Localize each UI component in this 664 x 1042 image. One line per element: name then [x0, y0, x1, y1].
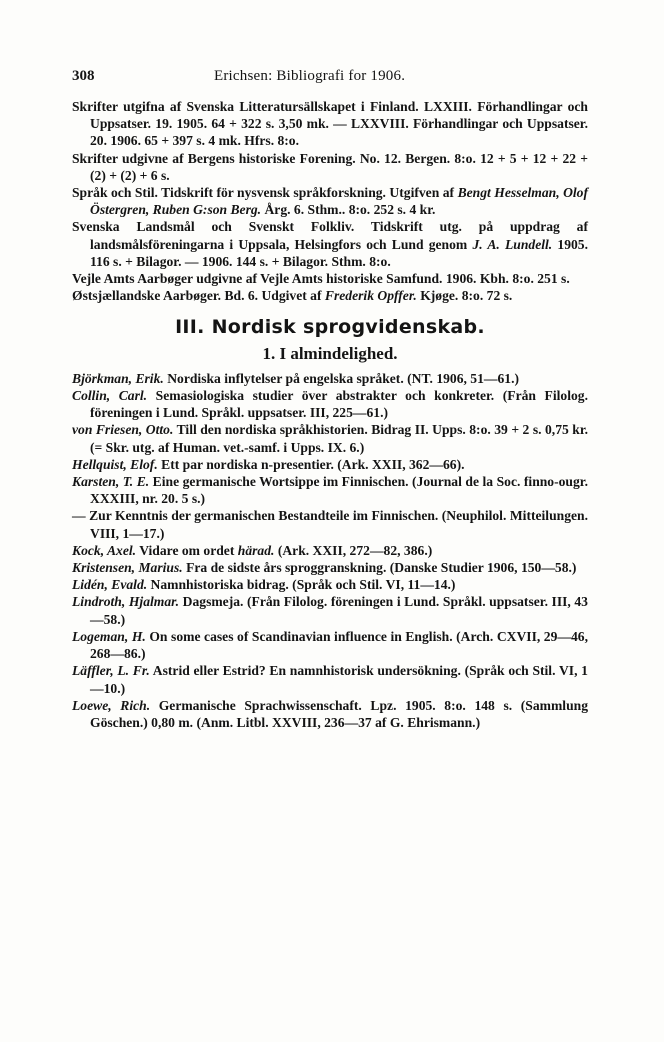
entry-text: Namnhistoriska bidrag. (Språk och Stil. VI, 11—14.) — [150, 577, 456, 593]
entry-italic: härad. — [237, 542, 275, 558]
entry-author: Läffler, L. Fr. — [72, 663, 150, 679]
entry-text: Germanische Sprachwissenschaft. Lpz. 1905. 8:o. 148 s. (Sammlung Göschen.) 0,80 m. (Anm. Litbl. XXVIII, 236—37 af G. Ehrismann.) — [90, 697, 588, 730]
entry-text: Dagsmeja. (Från Filolog. föreningen i Lund. Språkl. uppsatser. III, 43—58.) — [90, 594, 588, 627]
entry-author: Collin, Carl. — [72, 388, 148, 404]
running-head — [72, 68, 592, 88]
entry-text: Skrifter utgifna af Svenska Litteratursällskapet i Finland. LXXIII. Förhandlingar och Uppsatser. 19. 1905. 64 + 322 s. 3,50 mk. — LXXVIII. Förhandlingar och Uppsatser. 20. 1906. 65 + 397 s. 4 mk. Hfrs. 8:o. — [72, 99, 588, 149]
bibliography-entry — [72, 287, 588, 304]
bibliography-entry — [72, 507, 588, 541]
bibliography-entry — [72, 184, 588, 218]
entry-author: Karsten, T. E. — [72, 474, 150, 490]
bibliography-entry — [72, 387, 588, 421]
entry-tail: (Ark. XXII, 272—82, 386.) — [277, 542, 433, 558]
bibliography-entry — [72, 218, 588, 270]
entry-tail: 1905. 116 s. + Bilagor. — 1906. 144 s. + Bilagor. Sthm. 8:o. — [90, 236, 588, 269]
bibliography-entry — [72, 593, 588, 627]
entry-text: Vejle Amts Aarbøger udgivne af Vejle Amts historiske Samfund. 1906. Kbh. 8:o. 251 s. — [72, 271, 570, 287]
entry-author: von Friesen, Otto. — [72, 422, 174, 438]
entry-text: Vidare om ordet — [139, 542, 235, 558]
bibliography-entry — [72, 576, 588, 593]
bibliography-entry — [72, 628, 588, 662]
entry-author: Logeman, H. — [72, 628, 146, 644]
bibliography-entry — [72, 473, 588, 507]
entry-text: Eine germanische Wortsippe im Finnischen. (Journal de la Soc. finno-ougr. XXXIII, nr. 20. 5 s.) — [90, 474, 588, 507]
entry-text: Ett par nordiska n-presentier. (Ark. XXII, 362—66). — [161, 456, 465, 472]
bibliography-entry — [72, 542, 588, 559]
entry-text: Skrifter udgivne af Bergens historiske Forening. No. 12. Bergen. 8:o. 12 + 5 + 12 + 22 + (2) + (2) + 6 s. — [72, 150, 588, 183]
entry-author: Kock, Axel. — [72, 542, 137, 558]
bibliography-entry — [72, 270, 588, 287]
entry-text: Østsjællandske Aarbøger. Bd. 6. Udgivet af — [72, 288, 322, 304]
bibliography-entry — [72, 456, 588, 473]
entry-author: Kristensen, Marius. — [72, 560, 183, 576]
entry-tail: Årg. 6. Sthm.. 8:o. 252 s. 4 kr. — [264, 202, 436, 218]
bibliography-entry — [72, 421, 588, 455]
text-body — [72, 98, 588, 731]
entry-text: — Zur Kenntnis der germanischen Bestandteile im Finnischen. (Neuphilol. Mitteilungen. VIII, 1—17.) — [72, 508, 588, 541]
entry-italic: Frederik Opffer. — [324, 288, 417, 304]
entry-author: Hellquist, Elof. — [72, 456, 158, 472]
entry-author: Lidén, Evald. — [72, 577, 148, 593]
entry-text: Svenska Landsmål och Svenskt Folkliv. Tidskrift utg. på uppdrag af landsmålsföreningarna i Uppsala, Helsingfors och Lund genom — [72, 219, 588, 252]
entry-author: Loewe, Rich. — [72, 697, 151, 713]
entry-author: Lindroth, Hjalmar. — [72, 594, 180, 610]
page-number: 308 — [72, 68, 95, 84]
section-title: III. Nordisk sprogvidenskab. — [175, 316, 485, 339]
bibliography-entry — [72, 370, 588, 387]
entry-tail: Kjøge. 8:o. 72 s. — [420, 288, 513, 304]
entry-list-bibliography — [72, 370, 588, 731]
entry-list-periodicals — [72, 98, 588, 304]
entry-text: Fra de sidste års sproggranskning. (Danske Studier 1906, 150—58.) — [186, 560, 577, 576]
bibliography-entry — [72, 150, 588, 184]
entry-text: Semasiologiska studier över abstrakter och konkreter. (Från Filolog. föreningen i Lund. Språkl. uppsatser. III, 225—61.) — [90, 388, 588, 421]
bibliography-entry — [72, 98, 588, 150]
entry-author: Björkman, Erik. — [72, 370, 164, 386]
entry-text: Till den nordiska språkhistorien. Bidrag II. Upps. 8:o. 39 + 2 s. 0,75 kr. (= Skr. utg. af Human. vet.-samf. i Upps. IX. 6.) — [90, 422, 589, 455]
entry-text: On some cases of Scandinavian influence in English. (Arch. CXVII, 29—46, 268—86.) — [90, 628, 588, 662]
subsection-title: 1. I almindelighed. — [262, 343, 398, 363]
entry-italic: J. A. Lundell. — [472, 236, 553, 252]
running-title: Erichsen: Bibliografi for 1906. — [214, 68, 406, 84]
bibliography-entry — [72, 662, 588, 696]
entry-italic: Bengt Hesselman, Olof Östergren, Ruben G:son Berg. — [90, 185, 588, 218]
bibliography-entry — [72, 697, 588, 731]
entry-text: Språk och Stil. Tidskrift för nysvensk språkforskning. Utgifven af — [72, 185, 455, 201]
entry-text: Astrid eller Estrid? En namnhistorisk undersökning. (Språk och Stil. VI, 1—10.) — [90, 663, 588, 696]
bibliography-entry — [72, 559, 588, 576]
entry-text: Nordiska inflytelser på engelska språket. (NT. 1906, 51—61.) — [167, 370, 520, 386]
